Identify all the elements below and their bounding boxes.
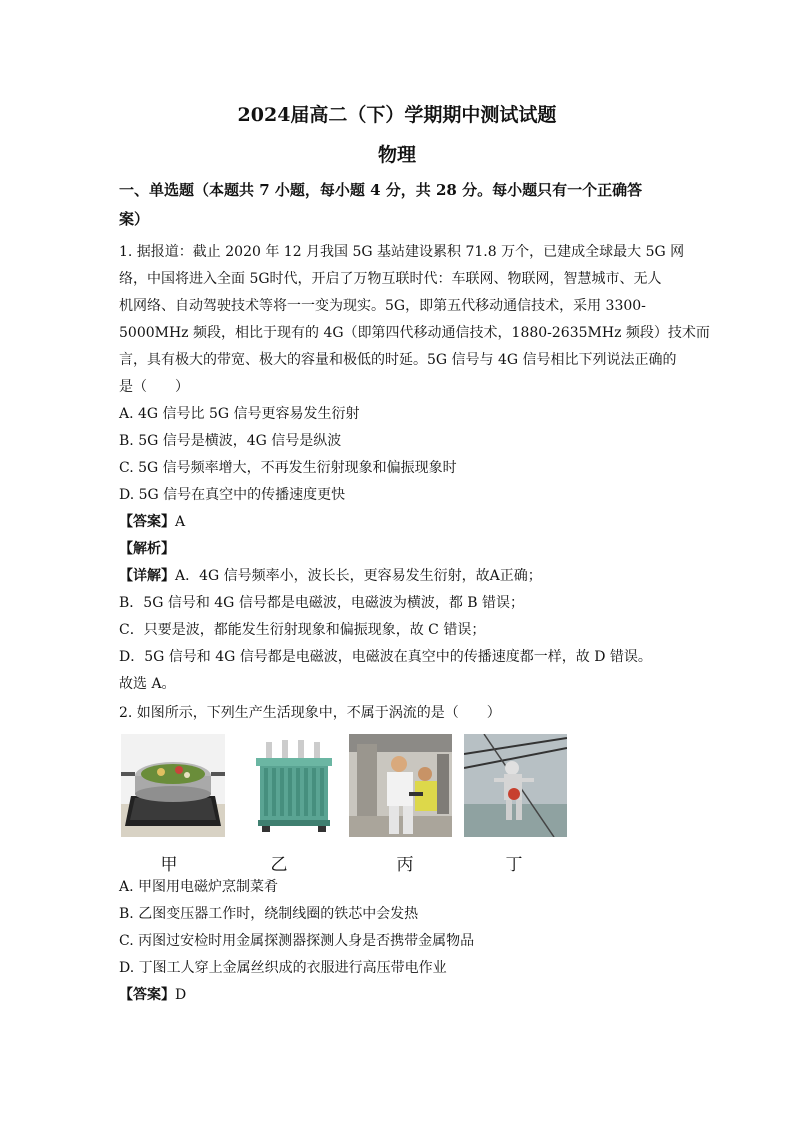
detail-label: 【详解】 (119, 568, 175, 584)
q1-analysis-label: 【解析】 (119, 541, 175, 557)
photo-caption: 甲 (160, 855, 178, 875)
section-heading-line-2: 案） (119, 210, 150, 228)
answer-label: 【答案】 (119, 514, 175, 530)
q1-conclusion: 故选 A。 (119, 676, 176, 692)
detail-text: A．4G 信号频率小，波长长，更容易发生衍射，故A正确； (175, 568, 542, 584)
q1-stem-line: 是（ ） (119, 379, 189, 395)
q1-detail-line: B．5G 信号和 4G 信号都是电磁波，电磁波为横波，都 B 错误； (119, 595, 525, 611)
q1-detail-line: C．只要是波，都能发生衍射现象和偏振现象，故 C 错误； (119, 622, 486, 638)
transformer-photo (242, 734, 345, 837)
q1-detail-line (119, 566, 679, 586)
q2-stem: 2. 如图所示，下列生产生活现象中，不属于涡流的是（ ） (119, 705, 501, 721)
q2-option-d: D. 丁图工人穿上金属丝织成的衣服进行高压带电作业 (119, 960, 447, 976)
q1-option-b: B. 5G 信号是横波，4G 信号是纵波 (119, 433, 342, 449)
q2-option-c: C. 丙图过安检时用金属探测器探测人身是否携带金属物品 (119, 933, 475, 949)
q1-stem-line: 1. 据报道：截止 2020 年 12 月我国 5G 基站建设累积 71.8 万个，已建成全球最大 5G 网 (119, 244, 685, 260)
photo-caption: 丙 (396, 855, 414, 875)
answer-label: 【答案】 (119, 987, 175, 1003)
q1-answer (119, 512, 679, 532)
security-check-photo (349, 734, 452, 837)
subject-title: 物理 (377, 144, 416, 166)
exam-title: 2024届高二（下）学期期中测试试题 (237, 104, 557, 126)
q2-option-a: A. 甲图用电磁炉烹制菜肴 (119, 879, 279, 895)
high-voltage-work-photo (464, 734, 567, 837)
q1-stem-line: 络，中国将进入全面 5G时代，开启了万物互联时代：车联网、物联网，智慧城市、无人 (119, 271, 662, 287)
q2-photo-row (121, 734, 571, 839)
q2-option-b: B. 乙图变压器工作时，绕制线圈的铁芯中会发热 (119, 906, 419, 922)
q1-stem-line: 机网络、自动驾驶技术等将一一变为现实。5G，即第五代移动通信技术，采用 3300- (119, 298, 646, 314)
section-heading-line-1: 一、单选题（本题共 7 小题，每小题 4 分，共 28 分。每小题只有一个正确答 (119, 181, 643, 199)
answer-value: D (175, 987, 187, 1003)
q1-option-c: C. 5G 信号频率增大，不再发生衍射现象和偏振现象时 (119, 460, 457, 476)
q1-option-a: A. 4G 信号比 5G 信号更容易发生衍射 (119, 406, 360, 422)
q2-answer (119, 985, 679, 1005)
q1-stem-line: 言，具有极大的带宽、极大的容量和极低的时延。5G 信号与 4G 信号相比下列说法正确的 (119, 352, 677, 368)
answer-value: A (175, 514, 186, 530)
q1-option-d: D. 5G 信号在真空中的传播速度更快 (119, 487, 346, 503)
q1-stem-line: 5000MHz 频段，相比于现有的 4G（即第四代移动通信技术，1880-2635MHz 频段）技术而 (119, 325, 710, 341)
photo-caption: 乙 (270, 855, 288, 875)
induction-cooker-photo (121, 734, 225, 837)
photo-caption: 丁 (505, 855, 523, 875)
q1-detail-line: D．5G 信号和 4G 信号都是电磁波，电磁波在真空中的传播速度都一样，故 D 错误。 (119, 649, 652, 665)
